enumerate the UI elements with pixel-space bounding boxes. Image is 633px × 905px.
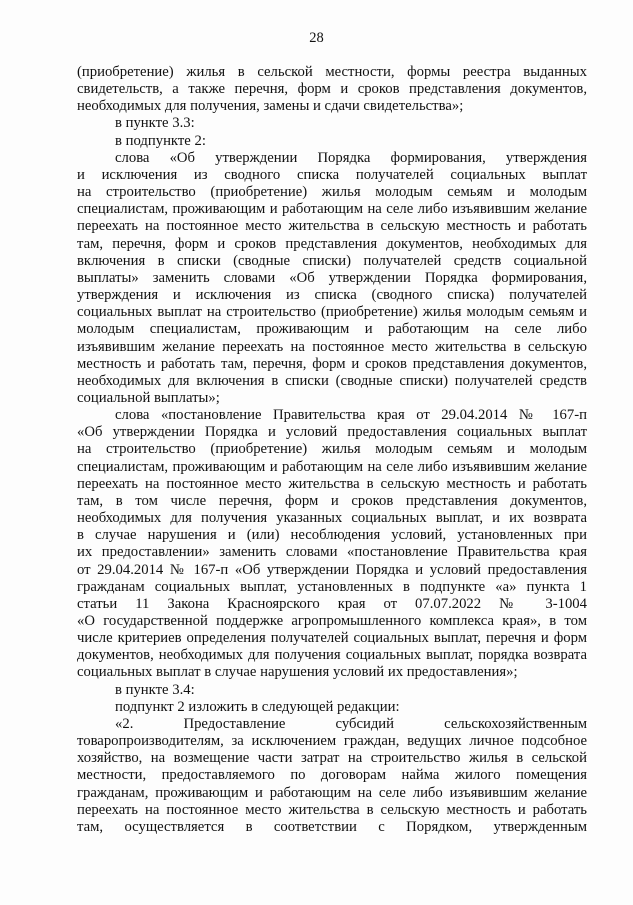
text-line: специалистам, проживающим и работающим на селе либо изъявившим желание <box>77 458 587 475</box>
text-line: (приобретение) жилья в сельской местности, формы реестра выданных <box>77 64 587 80</box>
text-line: их предоставлении» заменить словами «постановление Правительства края <box>77 544 587 561</box>
text-line: свидетельств, а также перечня, форм и сроков представления документов, <box>77 81 587 98</box>
text-line: от 29.04.2014 № 167-п «Об утверждении Порядка и условий предоставления <box>77 561 587 578</box>
text-line: включения в списки (сводные списки) получателей средств социальной <box>77 252 587 269</box>
text-line: изъявившим желание переехать на постоянное место жительства в сельскую <box>77 338 587 355</box>
text-line: выплаты» заменить словами «Об утверждении Порядка формирования, <box>77 269 587 286</box>
text-line: необходимых для включения в списки (сводные списки) получателей средств <box>77 372 587 389</box>
text-line: в случае нарушения и (или) несоблюдения условий, установленных при <box>77 527 587 544</box>
text-line: на строительство (приобретение) жилья молодым семьям и молодым <box>77 184 587 201</box>
text-line: утверждения и исключения из списка (сводного списка) получателей <box>77 287 587 304</box>
text-line: в пункте 3.3: <box>115 115 195 132</box>
text-line: социальных выплат на строительство (приобретение) жилья молодым семьям и <box>77 304 587 321</box>
text-line: «2. Предоставление субсидий сельскохозяйственным <box>115 715 587 732</box>
text-line: статьи 11 Закона Красноярского края от 07.07.2022 № 3-1004 <box>77 595 587 612</box>
text-line: необходимых для получения, замены и сдачи свидетельства»; <box>77 98 464 115</box>
text-line: «Об утверждении Порядка и условий предоставления социальных выплат <box>77 424 587 441</box>
text-line: товаропроизводителям, за исключением граждан, ведущих личное подсобное <box>77 733 587 750</box>
text-line: там, осуществляется в соответствии с Порядком, утвержденным <box>77 818 587 835</box>
text-line: и исключения из сводного списка получателей социальных выплат <box>77 166 587 183</box>
text-line: социальной выплаты»; <box>77 389 220 406</box>
text-line: подпункт 2 изложить в следующей редакции: <box>115 698 400 715</box>
text-line: слова «Об утверждении Порядка формирования, утверждения <box>115 149 587 166</box>
text-line: молодым специалистам, проживающим и работающим на селе либо <box>77 321 587 338</box>
text-line: гражданам социальных выплат, установленных в подпункте «а» пункта 1 <box>77 578 587 595</box>
text-line: в пункте 3.4: <box>115 681 195 698</box>
text-line: хозяйство, на возмещение части затрат на строительство жилья в сельской <box>77 750 587 767</box>
text-line: местности, предоставляемого по договорам найма жилого помещения <box>77 767 587 784</box>
document-body <box>77 64 587 836</box>
text-line: слова «постановление Правительства края от 29.04.2014 № 167-п <box>115 407 587 424</box>
text-line: специалистам, проживающим и работающим на селе либо изъявившим желание <box>77 201 587 218</box>
text-line: там, в том числе перечня, форм и сроков представления документов, <box>77 492 587 509</box>
text-line: «О государственной поддержке агропромышленного комплекса края», в том <box>77 613 587 629</box>
text-line: в подпункте 2: <box>115 132 206 149</box>
text-line: документов, необходимых для получения социальных выплат, порядка возврата <box>77 647 587 664</box>
text-line: необходимых для получения указанных социальных выплат, и их возврата <box>77 510 587 527</box>
text-line: местность и работать там, перечня, форм и сроков представления документов, <box>77 355 587 372</box>
text-line: гражданам, проживающим и работающим на селе либо изъявившим желание <box>77 784 587 801</box>
text-line: переехать на постоянное место жительства в сельскую местность и работать <box>77 475 587 492</box>
text-line: на строительство (приобретение) жилья молодым семьям и молодым <box>77 441 587 458</box>
text-line: переехать на постоянное место жительства в сельскую местность и работать <box>77 218 587 235</box>
page-number: 28 <box>309 30 324 46</box>
text-line: там, перечня, форм и сроков представления документов, необходимых для <box>77 235 587 252</box>
text-line: числе критериев определения получателей социальных выплат, перечня и форм <box>77 630 587 647</box>
text-line: социальных выплат в случае нарушения условий их предоставления»; <box>77 664 518 681</box>
text-line: переехать на постоянное место жительства в сельскую местность и работать <box>77 801 587 818</box>
